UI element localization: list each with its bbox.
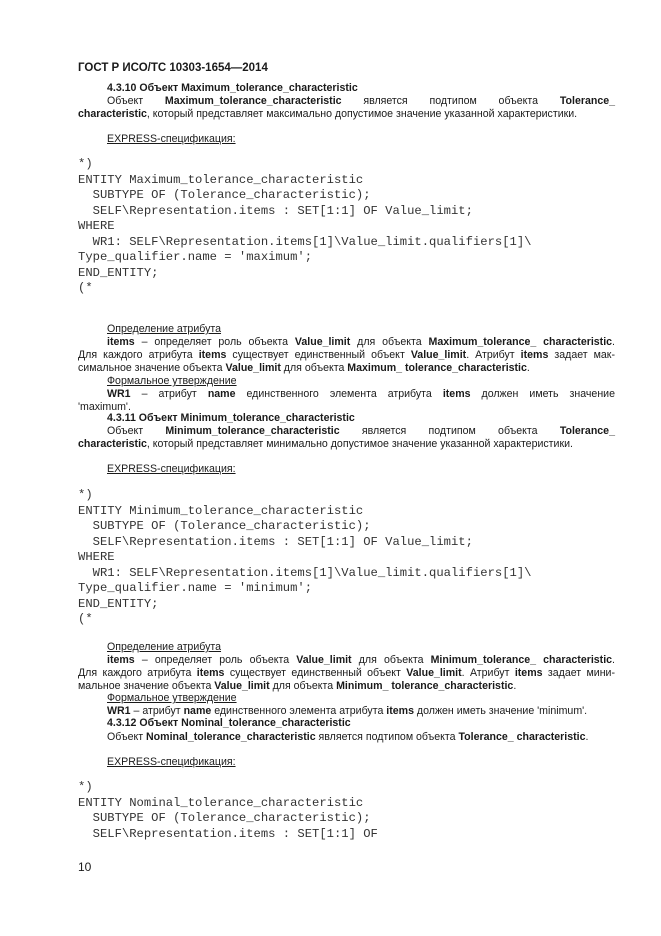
items-definition-max-line3: симальное значение объекта Value_limit для объекта Maximum_ tolerance_characteristic.	[78, 362, 530, 374]
items-definition-min-line1: items – определяет роль объекта Value_limit для объекта Minimum_tolerance_ characteristic.	[107, 654, 615, 666]
items-definition-min-line2: Для каждого атрибута items существует единственный объект Value_limit. Атрибут items задает мини-	[78, 667, 615, 679]
express-spec-label-nominal: EXPRESS-спецификация:	[107, 756, 236, 768]
paragraph-max-line2: characteristic, который представляет максимально допустимое значение указанной характеристики.	[78, 108, 578, 120]
code-line: (*	[78, 281, 93, 295]
code-line: ENTITY Maximum_tolerance_characteristic	[78, 172, 364, 187]
section-heading-min: 4.3.11 Объект Minimum_tolerance_characteristic	[107, 412, 355, 424]
express-code-max	[78, 157, 531, 297]
paragraph-min-line2: characteristic, который представляет минимально допустимое значение указанной характеристики.	[78, 438, 573, 450]
items-definition-min-line3: мальное значение объекта Value_limit для объекта Minimum_ tolerance_characteristic.	[78, 680, 517, 692]
paragraph-max-line1: Объект Maximum_tolerance_characteristic является подтипом объекта Tolerance_	[107, 95, 615, 107]
wr1-rule-max-line2: 'maximum'.	[78, 401, 131, 413]
code-line: Type_qualifier.name = 'maximum';	[78, 250, 313, 264]
code-line: SELF\Representation.items : SET[1:1] OF Value_limit;	[78, 203, 473, 218]
paragraph-min-line1: Объект Minimum_tolerance_characteristic является подтипом объекта Tolerance_	[107, 425, 615, 437]
section-heading-nominal: 4.3.12 Объект Nominal_tolerance_characteristic	[107, 717, 351, 729]
items-definition-max-line1: items – определяет роль объекта Value_limit для объекта Maximum_tolerance_ characteristic.	[107, 336, 615, 348]
wr1-rule-max-line1: WR1 – атрибут name единственного элемента атрибута items должен иметь значение	[107, 388, 615, 400]
code-line: END_ENTITY;	[78, 596, 159, 611]
attribute-definition-label-max: Определение атрибута	[107, 323, 222, 335]
code-line: WR1: SELF\Representation.items[1]\Value_limit.qualifiers[1]\	[78, 234, 532, 249]
page-header: ГОСТ Р ИСО/ТС 10303-1654—2014	[78, 62, 268, 74]
code-line: (*	[78, 612, 93, 626]
express-spec-label-max: EXPRESS-спецификация:	[107, 133, 236, 145]
code-line: WHERE	[78, 219, 115, 233]
formal-proposition-label-min: Формальное утверждение	[107, 692, 237, 704]
code-line: SUBTYPE OF (Tolerance_characteristic);	[78, 811, 371, 825]
attribute-definition-label-min: Определение атрибута	[107, 641, 222, 653]
code-line: ENTITY Nominal_tolerance_characteristic	[78, 795, 364, 810]
formal-proposition-label-max: Формальное утверждение	[107, 375, 237, 387]
code-line: WHERE	[78, 550, 115, 564]
code-line: WR1: SELF\Representation.items[1]\Value_limit.qualifiers[1]\	[78, 565, 532, 580]
express-code-min	[78, 488, 531, 628]
code-line: *)	[78, 157, 93, 171]
express-code-nominal	[78, 780, 378, 842]
code-line: *)	[78, 780, 93, 794]
code-line: SELF\Representation.items : SET[1:1] OF	[78, 826, 378, 841]
page-number: 10	[78, 860, 92, 874]
code-line: SELF\Representation.items : SET[1:1] OF Value_limit;	[78, 534, 473, 549]
code-line: Type_qualifier.name = 'minimum';	[78, 581, 313, 595]
section-heading-max: 4.3.10 Объект Maximum_tolerance_characteristic	[107, 82, 358, 94]
code-line: END_ENTITY;	[78, 265, 159, 280]
code-line: SUBTYPE OF (Tolerance_characteristic);	[78, 519, 371, 533]
express-spec-label-min: EXPRESS-спецификация:	[107, 463, 236, 475]
code-line: *)	[78, 488, 93, 502]
paragraph-nominal: Объект Nominal_tolerance_characteristic является подтипом объекта Tolerance_ characteristic.	[107, 731, 589, 743]
wr1-rule-min: WR1 – атрибут name единственного элемента атрибута items должен иметь значение 'minimum'.	[107, 705, 588, 717]
code-line: ENTITY Minimum_tolerance_characteristic	[78, 503, 364, 518]
items-definition-max-line2: Для каждого атрибута items существует единственный объект Value_limit. Атрибут items задает мак-	[78, 349, 615, 361]
code-line: SUBTYPE OF (Tolerance_characteristic);	[78, 188, 371, 202]
